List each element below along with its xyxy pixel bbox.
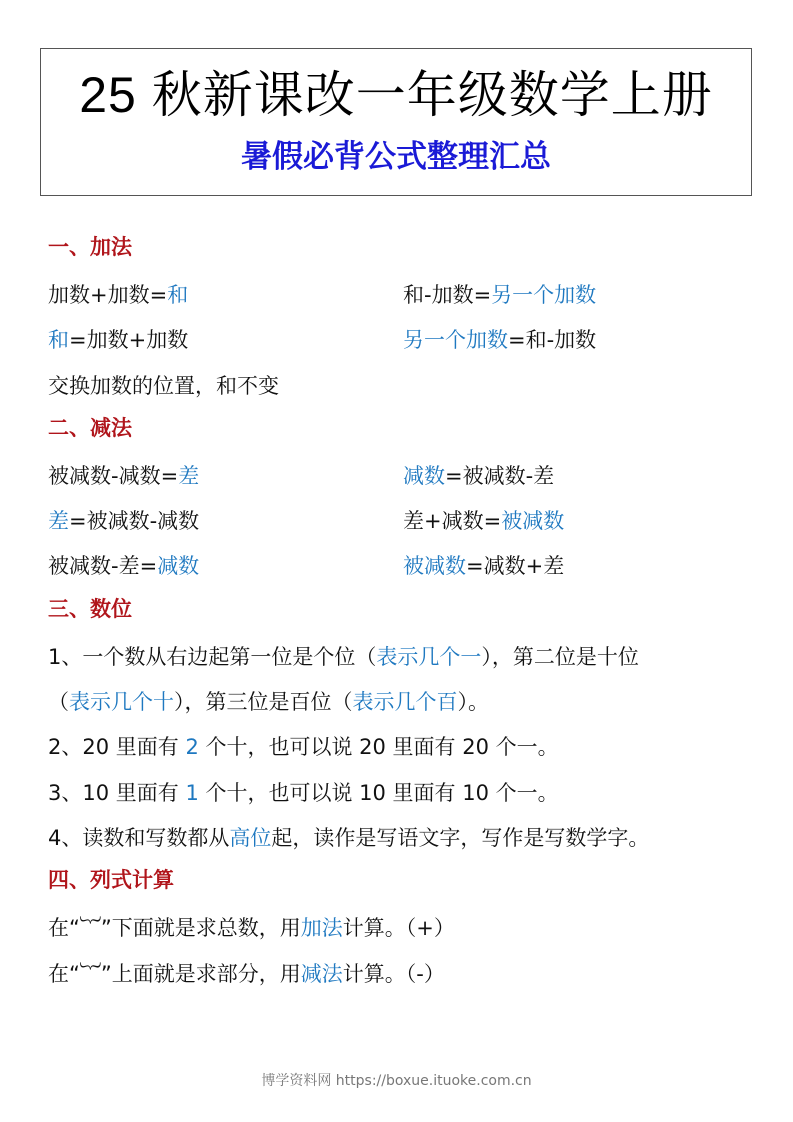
formula-text (403, 499, 758, 544)
text-segment: 交换加数的位置，和不变 (48, 373, 279, 398)
text-segment: =被减数-差 (445, 463, 555, 488)
section-heading: 二、减法 (48, 415, 132, 440)
formula-row (48, 952, 758, 997)
formula-text (403, 454, 758, 499)
formula-text (403, 273, 758, 318)
formula-text (48, 771, 559, 816)
text-segment: 被减数-差= (48, 554, 158, 579)
formula-text (48, 680, 489, 725)
formula-row (48, 906, 758, 951)
highlight-term: 被减数 (403, 554, 466, 579)
text-segment: 计算。（+） (342, 916, 455, 941)
formula-row (48, 635, 758, 680)
section-heading: 三、数位 (48, 596, 132, 621)
highlight-term: 高位 (229, 825, 272, 850)
text-segment: 1、一个数从右边起第一位是个位（ (48, 644, 377, 669)
text-segment: 3、10 里面有 (48, 780, 186, 805)
formula-row (48, 454, 758, 499)
formula-text (48, 544, 403, 589)
highlight-term: 2 (185, 735, 199, 760)
highlight-term: 和 (48, 328, 69, 353)
formula-text (48, 952, 445, 997)
page-subtitle: 暑假必背公式整理汇总 (241, 139, 551, 175)
formula-text (48, 499, 403, 544)
highlight-term: 1 (185, 780, 199, 805)
formula-row (48, 816, 758, 861)
formula-row (48, 273, 758, 318)
formula-text (403, 318, 758, 363)
formula-text (48, 364, 279, 409)
formula-content (48, 228, 758, 997)
highlight-term: 差 (178, 463, 200, 488)
highlight-term: 表示几个十 (69, 690, 174, 715)
formula-row (48, 499, 758, 544)
highlight-term: 另一个加数 (403, 328, 508, 353)
text-segment: 4、读数和写数都从 (48, 825, 230, 850)
text-segment: 差+减数= (403, 509, 502, 534)
text-segment: =和-加数 (508, 328, 597, 353)
text-segment: ），第二位是十位 (481, 644, 639, 669)
highlight-term: 表示几个百 (352, 690, 458, 715)
formula-text (48, 906, 455, 951)
highlight-term: 减法 (300, 961, 343, 986)
section-heading: 四、列式计算 (48, 868, 174, 893)
text-segment: 在“︸”上面就是求部分，用 (48, 961, 301, 986)
formula-row (48, 725, 758, 770)
footer-watermark: 博学资料网 https://boxue.ituoke.com.cn (261, 1073, 532, 1089)
highlight-term: 加法 (300, 916, 343, 941)
formula-row (48, 544, 758, 589)
formula-row (48, 680, 758, 725)
text-segment: 被减数-减数= (48, 463, 179, 488)
formula-text (48, 318, 403, 363)
title-box (40, 48, 752, 196)
text-segment: =减数+差 (466, 554, 565, 579)
text-segment: =被减数-减数 (69, 509, 200, 534)
text-segment: 计算。（-） (342, 961, 445, 986)
formula-text (48, 273, 403, 318)
section-heading: 一、加法 (48, 235, 132, 259)
formula-text (48, 725, 559, 770)
text-segment: 2、20 里面有 (48, 735, 186, 760)
highlight-term: 减数 (403, 463, 445, 488)
formula-text (403, 544, 758, 589)
formula-row (48, 318, 758, 363)
text-segment: 个十，也可以说 20 里面有 20 个一。 (198, 735, 559, 760)
formula-text (48, 454, 403, 499)
text-segment: （ (48, 690, 69, 715)
highlight-term: 表示几个一 (376, 644, 482, 669)
highlight-term: 差 (48, 509, 69, 534)
highlight-term: 和 (167, 283, 189, 307)
formula-text (48, 635, 639, 680)
formula-row (48, 771, 758, 816)
text-segment: 加数+加数= (48, 283, 168, 307)
text-segment: 在“︸”下面就是求总数，用 (48, 916, 301, 941)
formula-row (48, 364, 758, 409)
text-segment: ）。 (457, 690, 489, 715)
text-segment: =加数+加数 (69, 328, 189, 353)
highlight-term: 减数 (157, 554, 200, 579)
highlight-term: 被减数 (501, 509, 565, 534)
formula-text (48, 816, 649, 861)
text-segment: 起，读作是写语文字，写作是写数学字。 (271, 825, 650, 850)
text-segment: 和-加数= (403, 283, 492, 307)
page-title: 25 秋新课改一年级数学上册 (79, 67, 713, 123)
highlight-term: 另一个加数 (491, 283, 597, 307)
text-segment: ），第三位是百位（ (174, 690, 353, 715)
text-segment: 个十，也可以说 10 里面有 10 个一。 (198, 780, 559, 805)
